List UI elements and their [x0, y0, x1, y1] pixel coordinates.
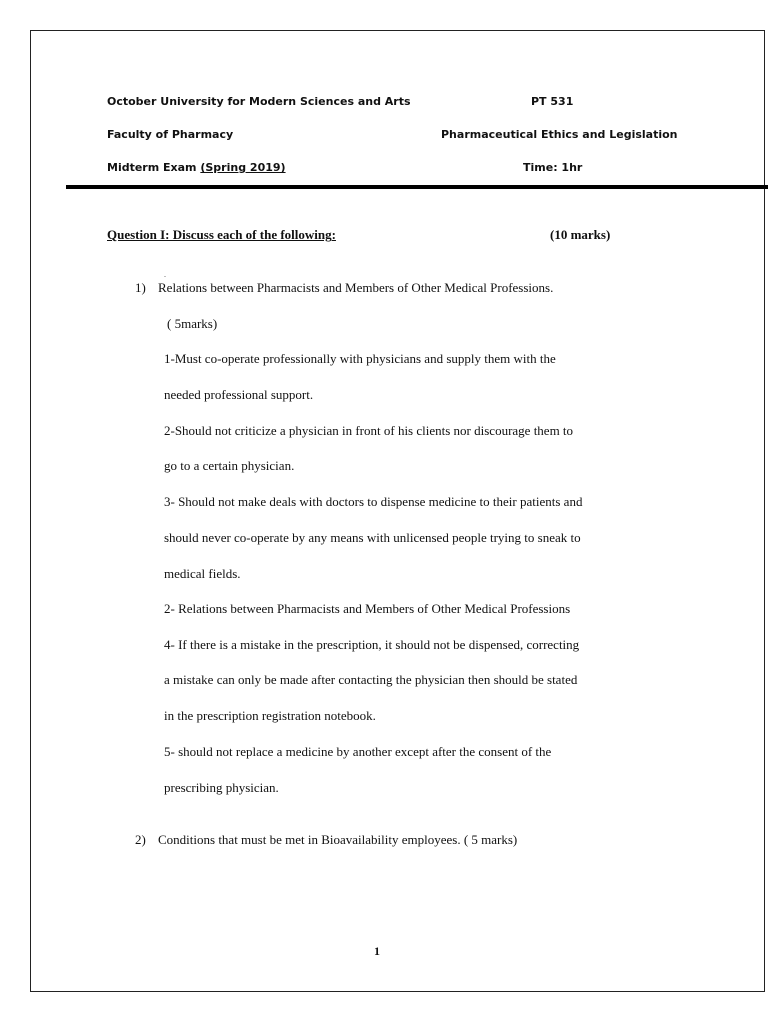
answer-line: needed professional support.: [164, 387, 314, 402]
answer-line: 1-Must co-operate professionally with physicians and supply them with the: [164, 351, 556, 366]
item-1-number: 1): [135, 280, 146, 295]
answer-line: prescribing physician.: [164, 780, 279, 795]
stray-mark: .: [164, 270, 166, 279]
answer-line: 2-Should not criticize a physician in front of his clients nor discourage them to: [164, 423, 574, 438]
answer-line: 5- should not replace a medicine by another except after the consent of the: [164, 744, 552, 759]
question-title-colon: :: [331, 227, 336, 242]
exam-label: [107, 161, 286, 174]
answer-line: in the prescription registration notebook.: [164, 708, 376, 723]
answer-line: should never co-operate by any means with unlicensed people trying to sneak to: [164, 530, 581, 545]
exam-term: (Spring 2019): [200, 161, 286, 174]
course-title: Pharmaceutical Ethics and Legislation: [441, 128, 678, 141]
item-1-marks: ( 5marks): [167, 316, 218, 331]
answer-line: go to a certain physician.: [164, 458, 295, 473]
answer-line: 3- Should not make deals with doctors to dispense medicine to their patients and: [164, 494, 583, 509]
header-divider: [66, 185, 768, 189]
answer-line: 4- If there is a mistake in the prescription, it should not be dispensed, correcting: [164, 637, 580, 652]
faculty-name: Faculty of Pharmacy: [107, 128, 234, 141]
exam-time: Time: 1hr: [523, 161, 583, 174]
answer-line: medical fields.: [164, 566, 241, 581]
item-2-number: 2): [135, 832, 146, 847]
question-title: Question I: Discuss each of the following: [107, 227, 332, 242]
university-name: October University for Modern Sciences and Arts: [107, 95, 411, 108]
item-1-text: Relations between Pharmacists and Members of Other Medical Professions.: [158, 280, 554, 295]
item-2-text: Conditions that must be met in Bioavailability employees. ( 5 marks): [158, 832, 518, 847]
exam-prefix: Midterm Exam: [107, 161, 201, 174]
page-number: 1: [374, 944, 380, 958]
answer-line: a mistake can only be made after contacting the physician then should be stated: [164, 672, 578, 687]
answer-line: 2- Relations between Pharmacists and Members of Other Medical Professions: [164, 601, 571, 616]
course-code: PT 531: [531, 95, 574, 108]
question-marks: (10 marks): [550, 227, 611, 242]
question-heading: [107, 227, 336, 243]
